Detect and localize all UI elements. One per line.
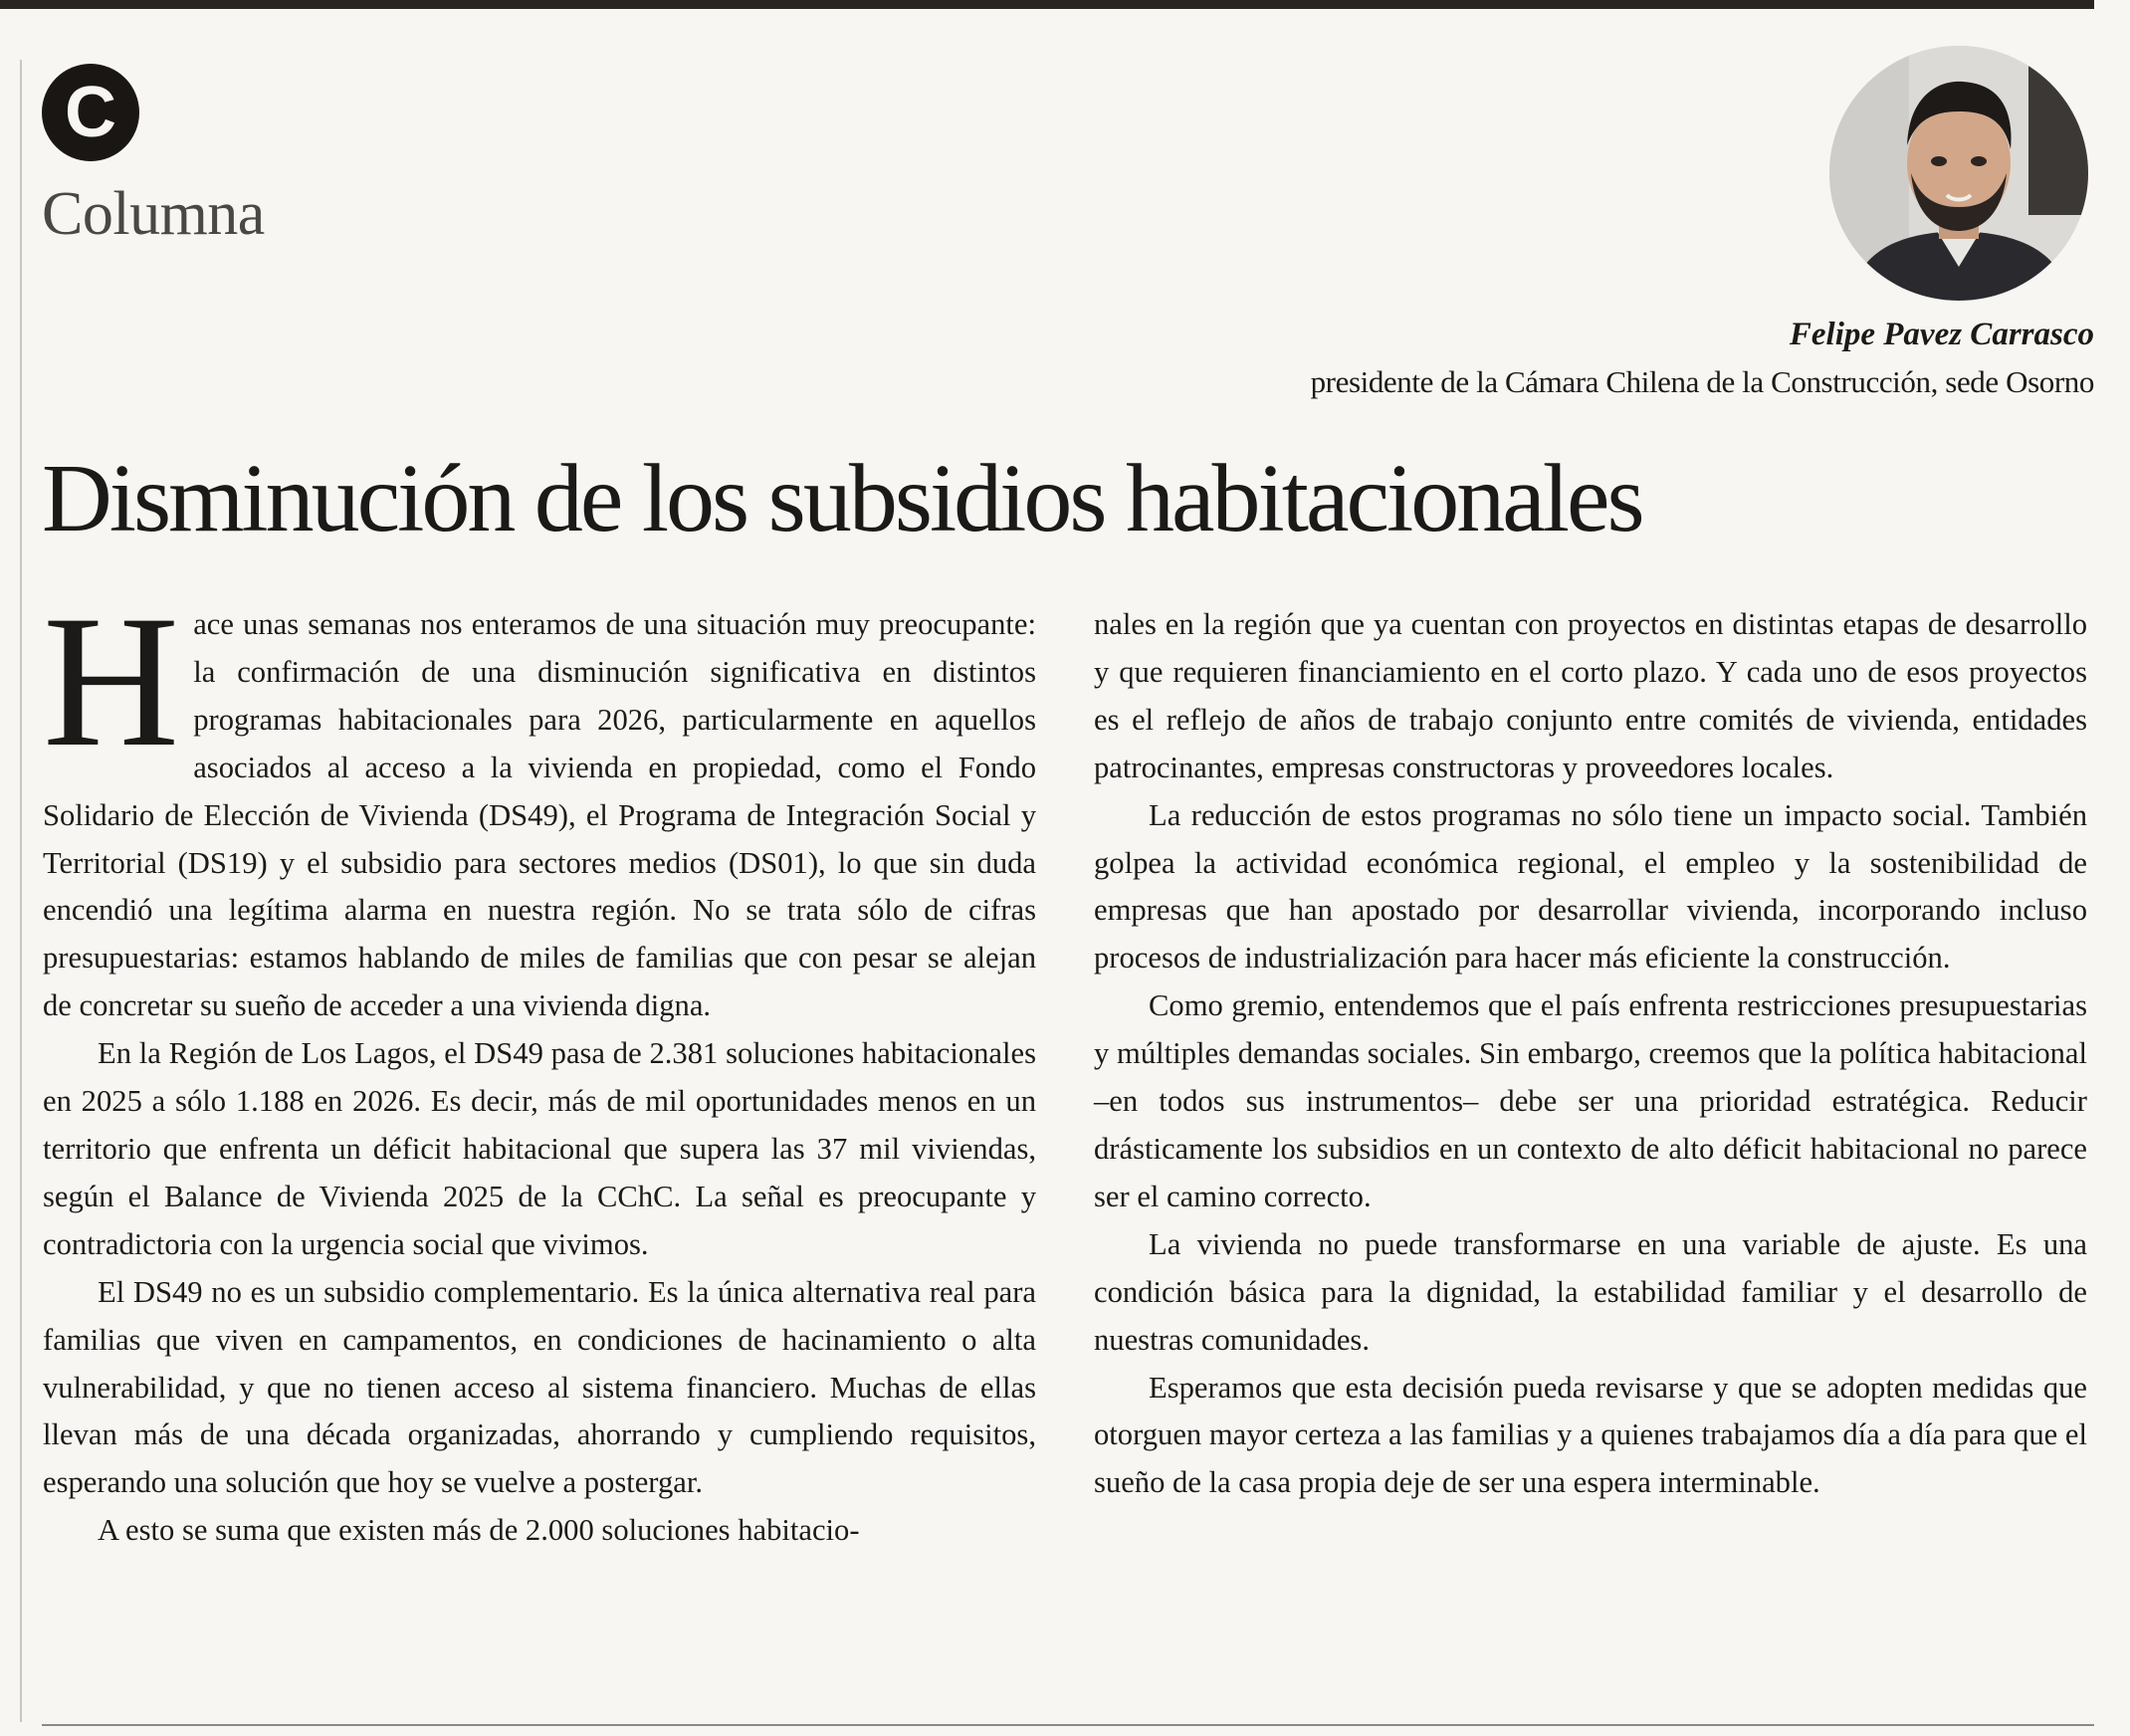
article-paragraph-2: En la Región de Los Lagos, el DS49 pasa de 2.381 soluciones habitacionales en 2025 a sólo 1.188 en 2026. Es decir, más de mil oportunidades menos en un territorio que enfrenta un déficit habitacional que supera las 37 mil viviendas, según el Balance de Vivienda 2025 de la CChC. La señal es preocupante y contradictoria con la urgencia social que vivimos. <box>43 1036 1036 1261</box>
column-logo: C <box>42 64 139 161</box>
article-paragraph-7: La vivienda no puede transformarse en una variable de ajuste. Es una condición básica para la dignidad, la estabilidad familiar y el desarrollo de nuestras comunidades. <box>1094 1226 2087 1357</box>
author-name: Felipe Pavez Carrasco <box>1789 317 2094 352</box>
article-paragraph-1 <box>43 577 1036 1030</box>
article-paragraph-3: El DS49 no es un subsidio complementario. Es la única alternativa real para familias que viven en campamentos, en condiciones de hacinamiento o alta vulnerabilidad, y que no tienen acceso al sistema financiero. Muchas de ellas llevan más de una década organizadas, ahorrando y cumpliendo requisitos, esperando una solución que hoy se vuelve a postergar. <box>43 1274 1036 1500</box>
article-paragraph-4: A esto se suma que existen más de 2.000 soluciones habitacio- <box>98 1513 860 1548</box>
article-paragraph-5: La reducción de estos programas no sólo tiene un impacto social. También golpea la actividad económica regional, el empleo y la sostenibilidad de empresas que han apostado por desarrollar vivienda, incorporando incluso procesos de industrialización para hacer más eficiente la construcción. <box>1094 797 2087 976</box>
drop-cap: H <box>43 577 180 786</box>
section-label: Columna <box>42 180 265 248</box>
bottom-rule <box>42 1724 2094 1726</box>
article-paragraph-8: Esperamos que esta decisión pueda revisarse y que se adopten medidas que otorguen mayor certeza a las familias y a quienes trabajamos día a día para que el sueño de la casa propia deje de ser una espera interminable. <box>1094 1370 2087 1500</box>
article-column-left <box>43 577 1036 1555</box>
author-photo <box>1829 46 2088 301</box>
top-rule <box>0 0 2094 9</box>
article-paragraph-6: Como gremio, entendemos que el país enfrenta restricciones presupuestarias y múltiples demandas sociales. Sin embargo, creemos que la política habitacional –en todos sus instrumentos– debe ser una prioridad estratégica. Reducir drásticamente los subsidios en un contexto de alto déficit habitacional no parece ser el camino correcto. <box>1094 988 2087 1213</box>
article-paragraph-4-continued: nales en la región que ya cuentan con proyectos en distintas etapas de desarrollo y que requieren financiamiento en el corto plazo. Y cada uno de esos proyectos es el reflejo de años de trabajo conjunto entre comités de vivienda, entidades patrocinantes, empresas constructoras y proveedores locales. <box>1094 607 2087 784</box>
article-headline: Disminución de los subsidios habitacionales <box>42 445 1642 552</box>
article-column-right <box>1094 601 2087 1507</box>
author-role: presidente de la Cámara Chilena de la Construcción, sede Osorno <box>1310 364 2094 399</box>
left-rule <box>20 60 22 1722</box>
first-paragraph-text: ace unas semanas nos enteramos de una situación muy preocupante: la confirmación de una disminución significativa en distintos programas habitacionales para 2026, particularmente en aquellos asociados al acceso a la vivienda en propiedad, como el Fondo Solidario de Elección de Vivienda (DS49), el Programa de Integración Social y Territorial (DS19) y el subsidio para sectores medios (DS01), lo que sin duda encendió una legítima alarma en nuestra región. No se trata sólo de cifras presupuestarias: estamos hablando de miles de familias que con pesar se alejan de concretar su sueño de acceder a una vivienda digna. <box>43 607 1036 1023</box>
